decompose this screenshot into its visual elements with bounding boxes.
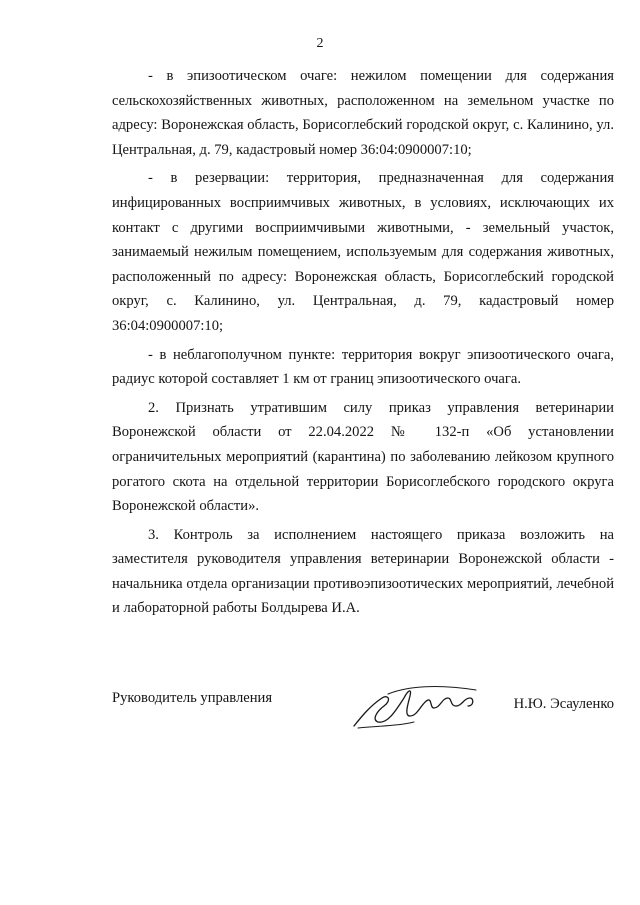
paragraph-item-3: 3. Контроль за исполнением настоящего приказа возложить на заместителя руководителя управления ветеринарии Воронежской области - начальника отдела организации противоэпизоотических мероприятий, лечебной и лабораторной работы Болдырева И.А. bbox=[112, 526, 614, 617]
paragraph-unfavorable-point: - в неблагополучном пункте: территория вокруг эпизоотического очага, радиус которой составляет 1 км от границ эпизоотического очага. bbox=[112, 346, 614, 388]
signatory-name: Н.Ю. Эсауленко bbox=[513, 696, 614, 712]
signature-block bbox=[112, 676, 614, 736]
paragraph-reservation: - в резервации: территория, предназначенная для содержания инфицированных восприимчивых животных, в условиях, исключающих их контакт с другими восприимчивыми животными, - земельный участок, занимаемый нежилым помещением, используемым для содержания животных, расположенный по адресу: Воронежская область, Борисоглебский городской округ, с. Калинино, ул. Центральная, д. 79, кадастровый номер 36:04:0900007:10; bbox=[112, 170, 614, 334]
handwritten-signature bbox=[348, 676, 488, 732]
signatory-role: Руководитель управления bbox=[112, 690, 273, 706]
paragraph-item-2: 2. Признать утратившим силу приказ управления ветеринарии Воронежской области от 22.04.2022 № 132-п «Об установлении ограничительных мероприятий (карантина) по заболеванию лейкозом крупного рогатого скота на отдельной территории Борисоглебского городского округа Воронежской области». bbox=[112, 399, 614, 515]
document-body bbox=[112, 64, 614, 625]
paragraph-episootic-focus: - в эпизоотическом очаге: нежилом помещении для содержания сельскохозяйственных животных, расположенном на земельном участке по адресу: Воронежская область, Борисоглебский городской округ, с. Калинино, ул. Центральная, д. 79, кадастровый номер 36:04:0900007:10; bbox=[112, 68, 614, 158]
page-number: 2 bbox=[316, 36, 324, 51]
